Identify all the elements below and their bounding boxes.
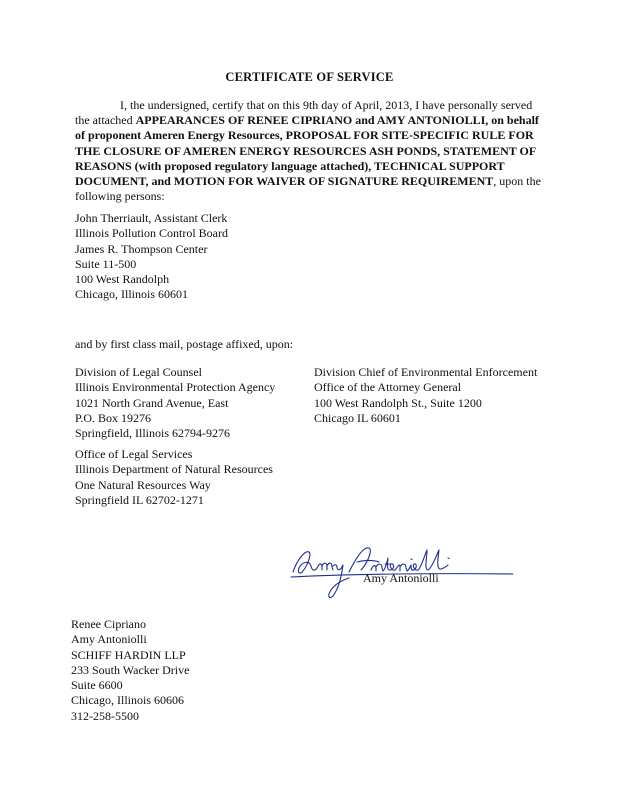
address-line: Chicago, Illinois 60601 [75,287,188,302]
address-line: 100 West Randolph [75,272,170,287]
address-line: Office of the Attorney General [314,380,462,395]
signer-line: Suite 6600 [71,678,123,693]
recipient-address-right [314,365,537,426]
certification-paragraph [75,98,547,204]
address-line: One Natural Resources Way [75,477,211,492]
address-line: Chicago IL 60601 [314,410,401,425]
address-line: Division Chief of Environmental Enforcement [314,365,538,379]
signature-printed-name: Amy Antoniolli [363,571,439,585]
primary-recipient-address [75,211,228,303]
address-line: P.O. Box 19276 [75,410,152,425]
signature-block [287,540,517,602]
signer-line: SCHIFF HARDIN LLP [71,647,186,662]
paragraph-intro: I, the undersigned, certify that on this 9th day of April, 2013, I have personally served the attached [75,98,533,128]
address-line: John Therriault, Assistant Clerk [75,211,228,225]
address-line: Illinois Environmental Protection Agency [75,380,276,395]
signer-line: Renee Cipriano [71,617,146,631]
mail-service-line: and by first class mail, postage affixed, upon: [75,337,294,351]
address-line: Illinois Department of Natural Resources [75,462,273,477]
address-line: 100 West Randolph St., Suite 1200 [314,395,482,410]
served-documents-list: APPEARANCES OF RENEE CIPRIANO and AMY ANTONIOLLI, on behalf of proponent Ameren Energy Resources, PROPOSAL FOR SITE-SPECIFIC RULE FOR THE CLOSURE OF AMEREN ENERGY RESOURCES ASH PONDS, STATEMENT OF REASONS (with proposed regulatory language attached), TECHNICAL SUPPORT DOCUMENT, and MOTION FOR WAIVER OF SIGNATURE REQUIREMENT [75,113,539,189]
paragraph-outro: , upon the following persons: [75,174,541,204]
recipient-address-left [75,365,275,441]
document-title: CERTIFICATE OF SERVICE [225,70,394,84]
signer-address-block [71,617,189,724]
address-line: James R. Thompson Center [75,241,208,256]
address-line: Springfield IL 62702-1271 [75,492,204,507]
address-line: Illinois Pollution Control Board [75,226,229,241]
recipient-address-third [75,447,273,508]
address-line: Division of Legal Counsel [75,365,202,379]
address-line: Office of Legal Services [75,447,193,461]
address-line: Suite 11-500 [75,256,137,271]
address-line: 1021 North Grand Avenue, East [75,395,229,410]
signer-line: 233 South Wacker Drive [71,662,190,677]
address-line: Springfield, Illinois 62794-9276 [75,426,230,441]
signer-line: 312-258-5500 [71,708,139,723]
signer-line: Chicago, Illinois 60606 [71,693,184,708]
signer-line: Amy Antoniolli [71,632,147,647]
